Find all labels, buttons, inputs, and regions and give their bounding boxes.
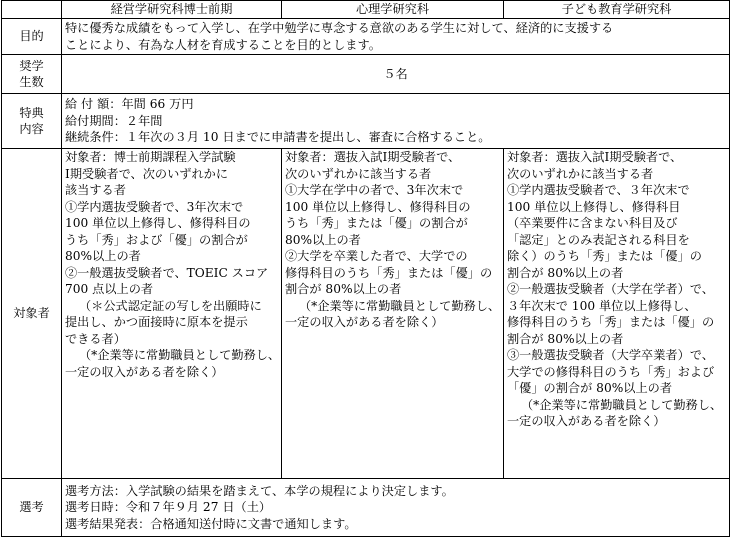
eligibility-line: 除く）のうち「秀」または「優」の bbox=[507, 249, 702, 263]
eligibility-line: ②一般選抜受験者（大学在学者）で、 bbox=[507, 282, 714, 296]
eligibility-line: ②一般選抜受験者で、TOEIC スコア bbox=[65, 265, 269, 280]
eligibility-line: 割合が 80%以上の者 bbox=[507, 265, 624, 280]
header-psychology: 心理学研究科 bbox=[282, 1, 504, 19]
count-row bbox=[2, 55, 730, 94]
eligibility-psychology bbox=[282, 149, 504, 479]
eligibility-line: 「優」の割合が 80%以上の者 bbox=[507, 381, 673, 395]
eligibility-line: できる者） bbox=[65, 331, 126, 346]
eligibility-line: 修得科目のうち「秀」または「優」の bbox=[285, 265, 493, 280]
eligibility-line: 提出し、かつ面接時に原本を提示 bbox=[65, 315, 248, 329]
eligibility-line: 大学での修得科目のうち「秀」および bbox=[507, 364, 715, 379]
eligibility-education bbox=[504, 149, 730, 479]
eligibility-line: 一定の収入がある者を除く） bbox=[285, 315, 444, 329]
purpose-line: ことにより、有為な人材を育成することを目的とします。 bbox=[65, 37, 381, 52]
eligibility-line: ②大学を卒業した者で、大学での bbox=[285, 249, 468, 263]
eligibility-line: 一定の収入がある者を除く） bbox=[507, 414, 666, 428]
selection-date: 選考日時：令和７年９月 27 日（土） bbox=[65, 500, 272, 515]
purpose-line: 特に優秀な成績をもって入学し、在学中勉学に専念する意欲のある学生に対して、経済的に支援する bbox=[65, 21, 614, 35]
count-label bbox=[2, 55, 62, 94]
eligibility-line: 対象者：選抜入試Ⅰ期受験者で、 bbox=[285, 150, 461, 164]
selection-label: 選考 bbox=[2, 479, 62, 537]
purpose-row bbox=[2, 19, 730, 55]
count-label-line: 生数 bbox=[19, 75, 44, 89]
header-business: 経営学研究科博士前期 bbox=[62, 1, 282, 19]
eligibility-line: ３年次末で 100 単位以上修得し、 bbox=[507, 298, 697, 313]
purpose-text bbox=[62, 19, 730, 55]
eligibility-line: 次のいずれかに該当する者 bbox=[285, 166, 432, 181]
count-value: ５名 bbox=[62, 55, 730, 94]
eligibility-line: 「認定」とのみ表記される科目を bbox=[507, 232, 690, 247]
selection-row bbox=[2, 479, 730, 537]
eligibility-line: 80%以上の者 bbox=[65, 249, 141, 263]
eligibility-line: 対象者：博士前期課程入学試験 bbox=[65, 150, 236, 164]
selection-method: 選考方法：入学試験の結果を踏まえて、本学の規程により決定します。 bbox=[65, 483, 454, 498]
benefit-period: 給付期間：２年間 bbox=[65, 113, 163, 128]
eligibility-line: 割合が 80%以上の者 bbox=[507, 331, 624, 346]
eligibility-line: 80%以上の者 bbox=[285, 232, 361, 247]
benefits-text bbox=[62, 94, 730, 149]
eligibility-line: （*企業等に常勤職員として勤務し、 bbox=[521, 397, 723, 412]
scholarship-table bbox=[1, 0, 730, 537]
eligibility-line: 700 点以上の者 bbox=[65, 282, 154, 296]
eligibility-line: ①大学在学中の者で、3年次末で bbox=[285, 183, 464, 197]
eligibility-line: （*企業等に常勤職員として勤務し、 bbox=[79, 348, 281, 362]
eligibility-line: （＊公式認定証の写しを出願時に bbox=[79, 298, 262, 313]
selection-announcement: 選考結果発表：合格通知送付時に文書で通知します。 bbox=[65, 516, 357, 531]
eligibility-line: ③一般選抜受験者（大学卒業者）で、 bbox=[507, 348, 714, 362]
count-label-line: 奨学 bbox=[19, 58, 44, 73]
eligibility-line: 一定の収入がある者を除く） bbox=[65, 364, 224, 379]
benefits-label bbox=[2, 94, 62, 149]
benefits-label-line: 特典 bbox=[19, 105, 44, 120]
eligibility-line: （*企業等に常勤職員として勤務し、 bbox=[299, 298, 501, 313]
eligibility-line: 100 単位以上修得し、修得科目の bbox=[285, 199, 471, 214]
eligibility-label: 対象者 bbox=[2, 149, 62, 479]
eligibility-line: 次のいずれかに該当する者 bbox=[507, 166, 654, 181]
eligibility-line: ①学内選抜受験者で、３年次末で bbox=[507, 183, 690, 197]
benefit-amount: 給 付 額：年間 66 万円 bbox=[65, 97, 194, 112]
header-corner bbox=[2, 1, 62, 19]
header-row bbox=[2, 1, 730, 19]
eligibility-line: ①学内選抜受験者で、3年次末で bbox=[65, 199, 244, 214]
eligibility-line: 100 単位以上修得し、修得科目 bbox=[507, 199, 681, 214]
benefit-condition: 継続条件：１年次の３月 10 日までに申請書を提出し、審査に合格すること。 bbox=[65, 130, 491, 145]
purpose-label: 目的 bbox=[2, 19, 62, 55]
eligibility-line: 修得科目のうち「秀」または「優」の bbox=[507, 315, 715, 329]
eligibility-business bbox=[62, 149, 282, 479]
eligibility-line: 該当する者 bbox=[65, 183, 126, 197]
eligibility-line: （卒業要件に含まない科目及び bbox=[507, 216, 678, 230]
selection-text bbox=[62, 479, 730, 537]
eligibility-line: 割合が 80%以上の者 bbox=[285, 282, 402, 296]
eligibility-line: 100 単位以上修得し、修得科目の bbox=[65, 216, 251, 230]
benefits-label-line: 内容 bbox=[19, 122, 44, 136]
eligibility-line: うち「秀」および「優」の割合が bbox=[65, 232, 248, 247]
eligibility-line: うち「秀」または「優」の割合が bbox=[285, 216, 468, 230]
eligibility-line: Ⅰ期受験者で、次のいずれかに bbox=[65, 166, 229, 181]
eligibility-line: 対象者：選抜入試Ⅰ期受験者で、 bbox=[507, 150, 683, 164]
benefits-row bbox=[2, 94, 730, 149]
header-education: 子ども教育学研究科 bbox=[504, 1, 730, 19]
eligibility-row bbox=[2, 149, 730, 479]
